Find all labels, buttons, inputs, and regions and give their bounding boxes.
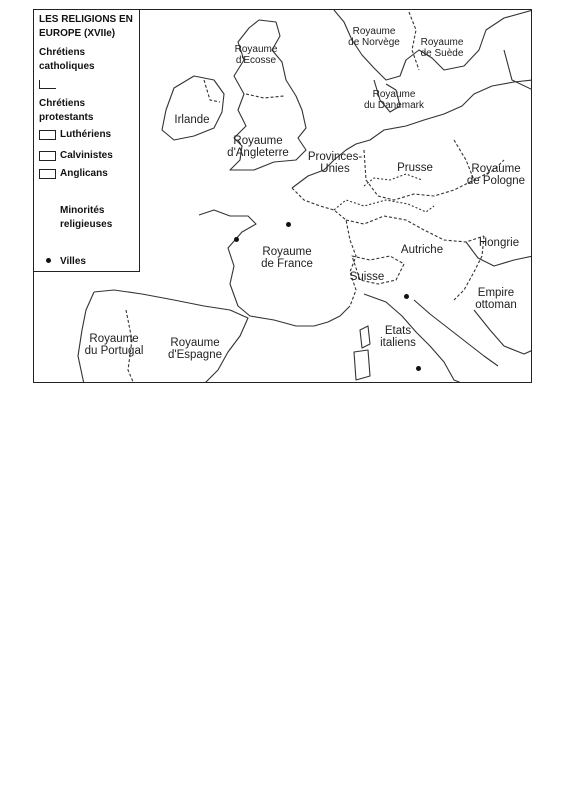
legend-title-2: EUROPE (XVIIe) <box>39 28 116 39</box>
label-spain-l1: Royaume <box>170 337 220 349</box>
legend-protestants-2: protestants <box>39 112 94 123</box>
city-dot <box>416 366 421 371</box>
label-italy-l2: italiens <box>380 337 416 349</box>
label-united-provinces <box>302 151 368 175</box>
scotland-england-border <box>246 94 284 98</box>
label-hungary-l1: Hongrie <box>478 237 520 249</box>
legend-catholics-swatch <box>39 80 56 89</box>
legend-anglicans-label: Anglicans <box>60 168 108 179</box>
label-switzerland-l1: Suisse <box>349 271 385 283</box>
label-england-l2: d'Angleterre <box>227 147 289 159</box>
label-norway-l2: de Norvège <box>348 37 400 48</box>
label-switzerland <box>342 271 392 283</box>
label-france <box>252 246 322 270</box>
legend-minorities-1: Minorités <box>60 205 105 216</box>
label-spain <box>162 337 228 361</box>
legend <box>34 10 140 272</box>
label-norway <box>342 26 406 48</box>
sardinia <box>354 350 370 380</box>
map-frame <box>33 9 532 383</box>
label-spain-l2: d'Espagne <box>168 349 222 361</box>
label-poland <box>464 163 528 187</box>
label-poland-l1: Royaume <box>471 163 521 175</box>
label-up-l2: Unies <box>320 163 350 175</box>
legend-lutherans-swatch <box>39 130 56 140</box>
legend-calvinists-swatch <box>39 151 56 161</box>
label-scotland-l2: d'Ecosse <box>235 55 277 66</box>
ottoman-coast <box>474 310 532 354</box>
label-denmark <box>358 89 430 111</box>
ireland-coast <box>162 76 224 140</box>
label-france-l1: Royaume <box>262 246 312 258</box>
legend-city-dot <box>46 258 51 263</box>
label-up-l1: Provinces- <box>307 151 363 163</box>
label-england-l1: Royaume <box>233 135 283 147</box>
label-sweden-l1: Royaume <box>420 37 464 48</box>
label-prussia-l1: Prusse <box>397 162 433 174</box>
hre-interior <box>334 200 434 212</box>
legend-catholics-2: catholiques <box>39 61 95 72</box>
austria-border <box>346 216 484 242</box>
legend-lutherans-label: Luthériens <box>60 129 112 140</box>
label-prussia <box>390 162 440 174</box>
legend-calvinists-label: Calvinistes <box>60 150 113 161</box>
legend-protestants-1: Chrétiens <box>39 98 86 109</box>
label-italy-l1: Etats <box>384 325 412 337</box>
legend-cities-label: Villes <box>60 256 86 267</box>
label-france-l2: de France <box>261 258 313 270</box>
label-ottoman-l2: ottoman <box>475 299 517 311</box>
label-austria <box>390 244 454 256</box>
city-dot <box>404 294 409 299</box>
city-dot <box>286 222 291 227</box>
label-denmark-l1: Royaume <box>372 89 416 100</box>
label-hungary <box>472 237 526 249</box>
label-denmark-l2: du Danemark <box>363 100 425 111</box>
label-portugal-l2: du Portugal <box>84 345 144 357</box>
label-italian-states <box>368 325 428 349</box>
ireland-border <box>204 80 220 102</box>
label-poland-l2: de Pologne <box>466 175 526 187</box>
legend-catholics-1: Chrétiens <box>39 47 86 58</box>
label-austria-l1: Autriche <box>400 244 444 256</box>
hre-interior-2 <box>364 174 422 186</box>
label-ireland <box>164 114 220 126</box>
label-ottoman-l1: Empire <box>477 287 515 299</box>
legend-anglicans-swatch <box>39 169 56 179</box>
label-ottoman <box>466 287 526 311</box>
legend-title-1: LES RELIGIONS EN <box>39 14 133 25</box>
legend-minorities-2: religieuses <box>60 219 113 230</box>
label-portugal-l1: Royaume <box>89 333 139 345</box>
city-dot <box>234 237 239 242</box>
label-sweden <box>410 37 474 59</box>
label-england <box>220 135 296 159</box>
label-portugal <box>78 333 150 357</box>
finland-coast <box>504 50 532 90</box>
label-norway-l1: Royaume <box>352 26 396 37</box>
label-ireland-l1: Irlande <box>174 114 210 126</box>
label-scotland <box>224 44 288 66</box>
label-sweden-l2: de Suède <box>420 48 464 59</box>
label-scotland-l1: Royaume <box>234 44 278 55</box>
